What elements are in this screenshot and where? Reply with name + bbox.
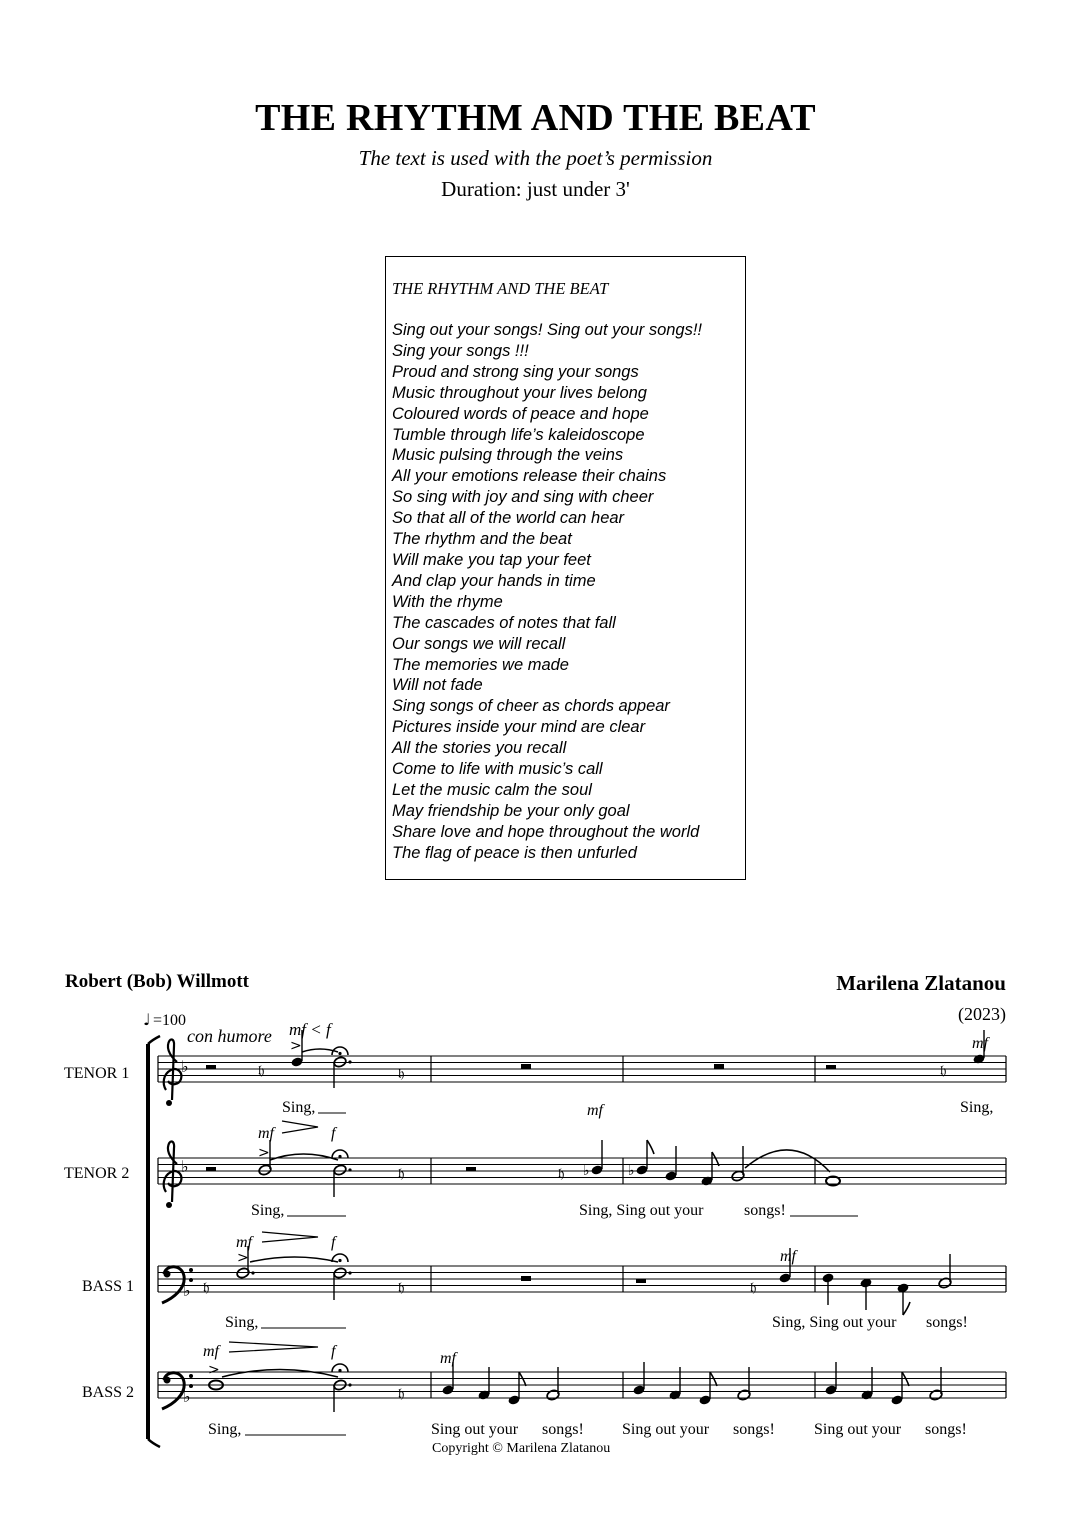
lyric: Sing, Sing out your <box>772 1314 897 1331</box>
dynamic-mf: mf <box>440 1350 456 1367</box>
part-label-tenor2: TENOR 2 <box>64 1165 130 1182</box>
lyric: Sing, <box>208 1421 242 1438</box>
poem-line: Coloured words of peace and hope <box>392 404 649 423</box>
copyright-notice: Copyright © Marilena Zlatanou <box>432 1441 611 1456</box>
lyric: Sing, <box>282 1099 316 1116</box>
svg-text:>: > <box>237 1250 249 1266</box>
flat-key-icon: ♭ <box>181 1057 189 1076</box>
poem-line: Our songs we will recall <box>392 634 566 653</box>
permission-note: The text is used with the poet’s permission <box>358 146 713 170</box>
lyric: songs! <box>744 1202 786 1219</box>
tempo-marking: =100 <box>153 1012 187 1029</box>
poem-line: So sing with joy and sing with cheer <box>392 488 654 507</box>
poem-line: Come to life with music’s call <box>392 760 603 779</box>
composer-credit: Marilena Zlatanou <box>836 971 1006 995</box>
bass2-part <box>82 1342 967 1438</box>
poem-line: May friendship be your only goal <box>392 801 630 820</box>
dynamic-mf: mf <box>972 1035 988 1052</box>
svg-text:𝔥: 𝔥 <box>398 1280 405 1296</box>
svg-text:𝔥: 𝔥 <box>398 1166 405 1182</box>
tempo-note-icon: ♩ <box>143 1010 151 1029</box>
lyric: Sing, <box>960 1099 994 1116</box>
svg-text:𝔥: 𝔥 <box>940 1063 947 1079</box>
poem-line: The flag of peace is then unfurled <box>392 843 637 862</box>
treble-clef-icon <box>164 1039 182 1106</box>
part-label-bass2: BASS 2 <box>82 1384 135 1401</box>
flat-key-icon: ♭ <box>183 1387 191 1406</box>
lyric: songs! <box>926 1314 968 1331</box>
lyric: songs! <box>925 1421 967 1438</box>
poem-line: Let the music calm the soul <box>392 780 592 799</box>
poet-credit: Robert (Bob) Willmott <box>65 971 250 992</box>
poem-line: The rhythm and the beat <box>392 530 572 549</box>
tenor2-part <box>64 1121 858 1219</box>
treble-clef-icon <box>164 1141 182 1208</box>
flat-key-icon: ♭ <box>183 1281 191 1300</box>
duration-note: Duration: just under 3' <box>441 177 630 201</box>
poem-line: Share love and hope throughout the world <box>392 822 700 841</box>
poem-line: Proud and strong sing your songs <box>392 362 639 381</box>
svg-text:♭: ♭ <box>628 1163 635 1179</box>
poem-line: All your emotions release their chains <box>392 467 667 486</box>
svg-text:𝔥: 𝔥 <box>750 1280 757 1296</box>
svg-text:𝔥: 𝔥 <box>398 1386 405 1402</box>
part-label-tenor1: TENOR 1 <box>64 1065 130 1082</box>
poem-line: All the stories you recall <box>392 739 567 758</box>
poem-line: The cascades of notes that fall <box>392 613 616 632</box>
lyric: Sing out your <box>622 1421 710 1438</box>
poem-line: Will not fade <box>392 676 483 695</box>
poem-line: So that all of the world can hear <box>392 509 625 528</box>
lyric: Sing out your <box>814 1421 902 1438</box>
poem-line: Music pulsing through the veins <box>392 446 624 465</box>
lyric: songs! <box>733 1421 775 1438</box>
svg-text:♭: ♭ <box>583 1163 590 1179</box>
svg-text:>: > <box>208 1362 220 1378</box>
poem-line: Pictures inside your mind are clear <box>392 718 646 737</box>
poem-line: Sing songs of cheer as chords appear <box>392 697 670 716</box>
bass2-motif <box>441 1362 560 1406</box>
poem-line: And clap your hands in time <box>392 571 596 590</box>
lyric: Sing, <box>225 1314 259 1331</box>
dynamic-mf: mf <box>587 1102 603 1119</box>
composition-year: (2023) <box>958 1004 1006 1024</box>
dynamic-mf: mf <box>236 1234 252 1251</box>
poem-line: Sing out your songs! Sing out your songs!! <box>392 321 703 339</box>
dynamic-f: f <box>331 1343 336 1360</box>
dynamic-mf: mf <box>780 1248 796 1265</box>
dynamic-f: f <box>331 1234 336 1251</box>
expression-marking: con humore <box>187 1026 272 1046</box>
lyric: Sing, <box>251 1202 285 1219</box>
dynamic-f: f <box>331 1125 336 1142</box>
lyric: songs! <box>542 1421 584 1438</box>
dynamic-mf-cresc-f: mf < f <box>289 1020 331 1039</box>
poem-line: Tumble through life’s kaleidoscope <box>392 425 645 444</box>
poem-line: Will make you tap your feet <box>392 550 591 569</box>
poem-line: With the rhyme <box>392 592 503 611</box>
svg-text:𝔥: 𝔥 <box>203 1280 210 1296</box>
dynamic-mf: mf <box>203 1343 219 1360</box>
svg-text:𝔥: 𝔥 <box>398 1066 405 1082</box>
poem-line: Music throughout your lives belong <box>392 383 647 402</box>
part-label-bass1: BASS 1 <box>82 1278 135 1295</box>
svg-text:𝔥: 𝔥 <box>558 1166 565 1182</box>
poem-title: THE RHYTHM AND THE BEAT <box>392 279 609 298</box>
poem-line: Sing your songs !!! <box>392 341 529 360</box>
page-title: THE RHYTHM AND THE BEAT <box>255 97 816 139</box>
quarter-rest-icon: 𝔥 <box>258 1063 265 1079</box>
svg-text:>: > <box>258 1145 270 1161</box>
dynamic-mf: mf <box>258 1125 274 1142</box>
flat-key-icon: ♭ <box>181 1157 189 1176</box>
poem-line: The memories we made <box>392 655 569 674</box>
lyric: Sing out your <box>431 1421 519 1438</box>
svg-text:>: > <box>290 1038 302 1054</box>
lyric: Sing, Sing out your <box>579 1202 704 1219</box>
bass1-part <box>82 1232 968 1331</box>
